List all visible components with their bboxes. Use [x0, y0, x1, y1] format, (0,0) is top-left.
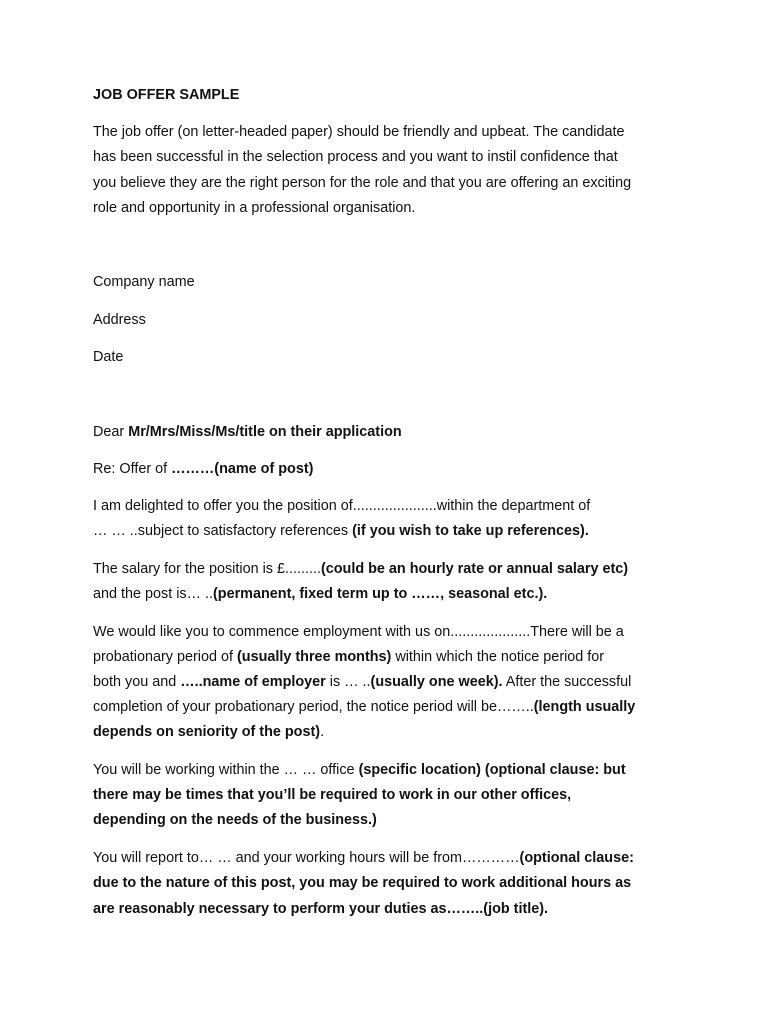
para5-line-1	[93, 849, 634, 867]
date-field: Date	[93, 349, 124, 365]
re-prefix: Re: Offer of	[93, 461, 172, 477]
para2-line-2	[93, 585, 547, 603]
para4-line-2	[93, 786, 571, 804]
para2-line-1-plain: The salary for the position is £.........	[93, 561, 321, 577]
para5-line-1-plain: You will report to… … and your working hours will be from…………	[93, 850, 520, 866]
para2-line-2-plain: and the post is… ..	[93, 586, 213, 602]
re-line	[93, 460, 313, 478]
para2-line-1-bold: (could be an hourly rate or annual salary etc)	[320, 561, 629, 577]
para1-line-2	[93, 522, 589, 540]
intro-line-3: you believe they are the right person for the role and that you are offering an exciting	[93, 175, 632, 191]
para4-line-1-bold: (specific location) (optional clause: but	[358, 762, 626, 778]
para4-line-3	[93, 811, 377, 829]
para5-line-2	[93, 874, 631, 892]
para4-line-1	[93, 761, 626, 779]
para3-line-5-a: depends on seniority of the post)	[93, 724, 321, 740]
para5-line-3	[93, 900, 548, 918]
para1-line-2-plain: … … ..subject to satisfactory references	[93, 523, 353, 539]
para4-line-2-bold: there may be times that you’ll be required to work in our other offices,	[93, 787, 572, 803]
para2-line-2-bold: (permanent, fixed term up to ……, seasonal etc.).	[213, 586, 548, 602]
para3-line-3-d: (usually one week).	[370, 674, 503, 690]
para3-line-4	[93, 698, 635, 716]
para1-line-1: I am delighted to offer you the position of.....................within the department of	[93, 498, 591, 514]
para3-line-2	[93, 648, 604, 666]
para3-line-3-c: is … ..	[325, 674, 371, 690]
para3-line-3-a: both you and	[93, 674, 181, 690]
intro-line-2: has been successful in the selection process and you want to instil confidence that	[93, 149, 618, 165]
para3-line-4-b: (length usually	[533, 699, 636, 715]
salutation-prefix: Dear	[93, 424, 129, 440]
re-post: ………(name of post)	[171, 461, 314, 477]
intro-line-1: The job offer (on letter-headed paper) should be friendly and upbeat. The candidate	[93, 124, 625, 140]
para2-line-1	[93, 560, 628, 578]
para3-line-5-b: .	[320, 724, 325, 740]
salutation	[93, 423, 402, 441]
para3-line-3-e: After the successful	[502, 674, 632, 690]
para3-line-4-a: completion of your probationary period, the notice period will be……..	[93, 699, 534, 715]
para3-line-3	[93, 673, 631, 691]
intro-line-4: role and opportunity in a professional organisation.	[93, 200, 416, 216]
para3-line-5	[93, 723, 324, 741]
para1-line-2-bold: (if you wish to take up references).	[352, 523, 589, 539]
para3-line-2-c: within which the notice period for	[391, 649, 605, 665]
para4-line-3-bold: depending on the needs of the business.)	[93, 812, 377, 828]
salutation-name: Mr/Mrs/Miss/Ms/title on their application	[128, 424, 402, 440]
document-page	[93, 0, 693, 1024]
para5-line-3-bold: are reasonably necessary to perform your duties as……..(job title).	[93, 901, 549, 917]
para3-line-1: We would like you to commence employment with us on....................There will be a	[93, 624, 624, 640]
para5-line-1-bold: (optional clause:	[519, 850, 634, 866]
para3-line-2-b: (usually three months)	[237, 649, 392, 665]
document-title: JOB OFFER SAMPLE	[93, 87, 240, 103]
company-name-field: Company name	[93, 274, 195, 290]
para5-line-2-bold: due to the nature of this post, you may be required to work additional hours as	[93, 875, 632, 891]
address-field: Address	[93, 312, 146, 328]
para3-line-3-b: …..name of employer	[180, 674, 326, 690]
para4-line-1-plain: You will be working within the … … office	[93, 762, 359, 778]
para3-line-2-a: probationary period of	[93, 649, 237, 665]
